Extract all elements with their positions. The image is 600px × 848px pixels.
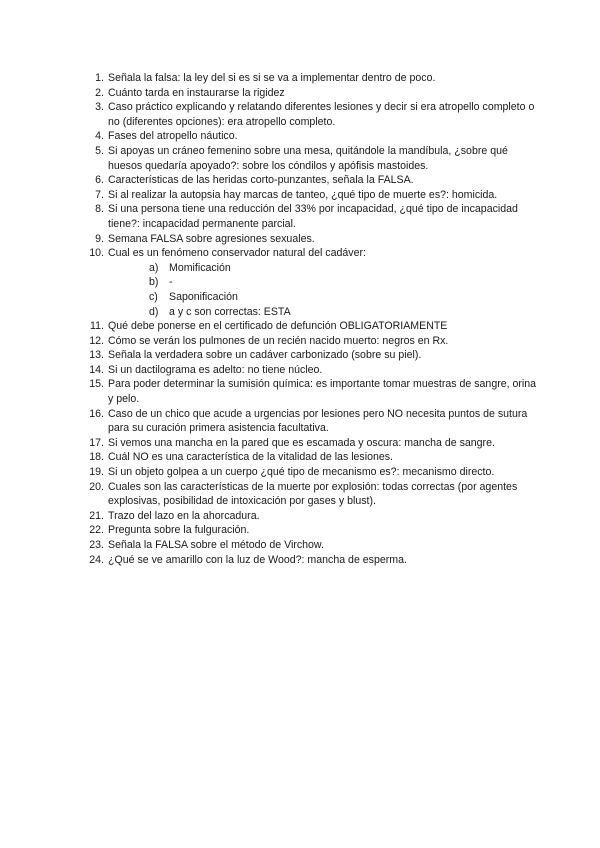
- question-text: Si un dactilograma es adelto: no tiene núcleo.: [108, 363, 323, 376]
- question-item: [84, 71, 544, 86]
- question-number: 12.: [89, 334, 104, 347]
- question-number: 5.: [95, 144, 104, 157]
- question-item: [84, 407, 544, 436]
- question-item: [84, 232, 544, 247]
- question-item: [84, 509, 544, 524]
- question-text: Cuál NO es una característica de la vitalidad de las lesiones.: [108, 451, 394, 464]
- option-letter: c): [149, 290, 158, 303]
- option-item: [108, 305, 544, 320]
- option-item: [108, 290, 544, 305]
- question-number: 14.: [89, 363, 104, 376]
- question-text: Caso práctico explicando y relatando diferentes lesiones y decir si era atropello completo o no (diferentes opciones): era atropello completo.: [108, 101, 535, 128]
- question-number: 9.: [95, 232, 104, 245]
- question-item: [84, 523, 544, 538]
- question-item: [84, 377, 544, 406]
- option-text: -: [169, 276, 173, 289]
- question-number: 10.: [89, 247, 104, 260]
- question-item: [84, 129, 544, 144]
- question-item: [84, 480, 544, 509]
- question-text: Si una persona tiene una reducción del 33% por incapacidad, ¿qué tipo de incapacidad tiene?: incapacidad permanente parcial.: [108, 203, 518, 230]
- question-text: Para poder determinar la sumisión química: es importante tomar muestras de sangre, orina y pelo.: [108, 378, 537, 406]
- question-number: 17.: [89, 436, 104, 449]
- question-item: [84, 319, 544, 334]
- question-item: [84, 246, 544, 319]
- option-text: Momificación: [169, 261, 231, 274]
- option-letter: d): [149, 305, 159, 318]
- question-text: Fases del atropello náutico.: [108, 130, 238, 143]
- question-number: 20.: [89, 480, 104, 493]
- question-item: [84, 173, 544, 188]
- question-text: ¿Qué se ve amarillo con la luz de Wood?: mancha de esperma.: [108, 553, 407, 566]
- question-text: Semana FALSA sobre agresiones sexuales.: [108, 232, 315, 245]
- option-letter: a): [149, 261, 159, 274]
- question-number: 22.: [89, 524, 104, 537]
- question-item: [84, 363, 544, 378]
- option-item: [108, 261, 544, 276]
- question-text: Señala la FALSA sobre el método de Virchow.: [108, 539, 324, 551]
- question-number: 24.: [89, 553, 104, 566]
- question-number: 2.: [95, 86, 104, 99]
- question-text: Qué debe ponerse en el certificado de defunción OBLIGATORIAMENTE: [108, 320, 448, 333]
- option-letter: b): [149, 276, 159, 289]
- question-text: Señala la verdadera sobre un cadáver carbonizado (sobre su piel).: [108, 349, 422, 362]
- option-list: [108, 261, 544, 319]
- question-text: Caso de un chico que acude a urgencias por lesiones pero NO necesita puntos de sutura para su curación primera asistencia facultativa.: [108, 407, 528, 435]
- question-number: 1.: [95, 72, 104, 84]
- question-item: [84, 100, 544, 129]
- question-item: [84, 436, 544, 451]
- question-text: Cuánto tarda en instaurarse la rigidez: [108, 86, 285, 99]
- question-list: [84, 71, 544, 567]
- question-number: 18.: [89, 451, 104, 464]
- question-item: [84, 450, 544, 465]
- question-text: Si un objeto golpea a un cuerpo ¿qué tipo de mecanismo es?: mecanismo directo.: [108, 466, 495, 479]
- question-number: 11.: [90, 320, 104, 333]
- question-number: 13.: [89, 349, 104, 362]
- question-text: Señala la falsa: la ley del si es si se va a implementar dentro de poco.: [108, 72, 436, 84]
- question-number: 15.: [89, 378, 104, 391]
- option-text: a y c son correctas: ESTA: [169, 305, 291, 318]
- question-text: Pregunta sobre la fulguración.: [108, 524, 250, 537]
- question-item: [84, 348, 544, 363]
- question-item: [84, 188, 544, 203]
- question-text: Cómo se verán los pulmones de un recién nacido muerto: negros en Rx.: [108, 334, 449, 347]
- question-text: Trazo del lazo en la ahorcadura.: [108, 509, 260, 522]
- option-text: Saponificación: [169, 290, 238, 303]
- question-item: [84, 334, 544, 349]
- option-item: [108, 275, 544, 290]
- question-number: 23.: [89, 539, 104, 551]
- question-text: Cuales son las características de la muerte por explosión: todas correctas (por agentes explosivas, posibilidad de intoxicación por gases y blust).: [108, 480, 518, 508]
- question-number: 8.: [95, 203, 104, 216]
- question-text: Si al realizar la autopsia hay marcas de tanteo, ¿qué tipo de muerte es?: homicida.: [108, 188, 498, 201]
- question-item: [84, 538, 544, 553]
- question-number: 19.: [89, 466, 104, 479]
- question-text: Si apoyas un cráneo femenino sobre una mesa, quitándole la mandíbula, ¿sobre qué huesos quedaría apoyado?: sobre los cóndilos y apófisis mastoides.: [108, 144, 508, 172]
- question-number: 6.: [95, 174, 104, 187]
- question-number: 3.: [95, 101, 104, 114]
- question-text: Si vemos una mancha en la pared que es escamada y oscura: mancha de sangre.: [108, 436, 495, 449]
- question-number: 4.: [95, 130, 104, 143]
- question-number: 16.: [89, 407, 104, 420]
- question-text: Cual es un fenómeno conservador natural del cadáver:: [108, 247, 366, 260]
- question-number: 21.: [89, 509, 104, 522]
- question-item: [84, 553, 544, 568]
- question-item: [84, 144, 544, 173]
- question-item: [84, 465, 544, 480]
- question-item: [84, 86, 544, 101]
- question-item: [84, 202, 544, 231]
- question-number: 7.: [95, 188, 104, 201]
- question-text: Características de las heridas corto-punzantes, señala la FALSA.: [108, 174, 414, 187]
